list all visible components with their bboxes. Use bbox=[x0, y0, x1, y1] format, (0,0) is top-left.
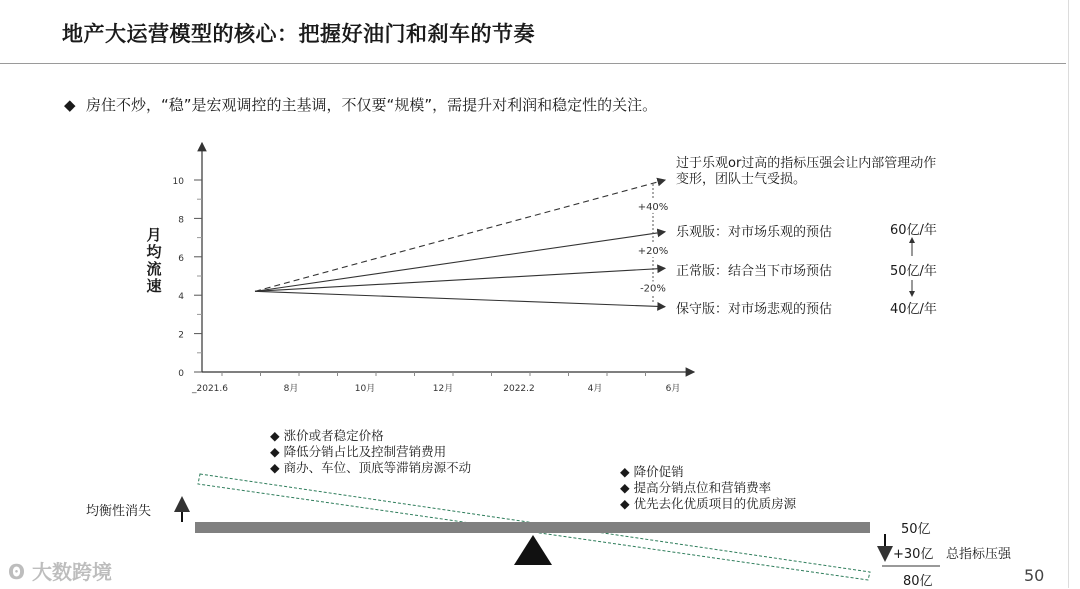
page-number: 50 bbox=[1024, 566, 1045, 585]
x-tick-label: 4月 bbox=[587, 384, 603, 394]
series-label-optimistic: 乐观版：对市场乐观的预估 bbox=[676, 225, 833, 240]
value-40: 40亿/年 bbox=[890, 302, 937, 317]
watermark: ʘ 大数跨境 bbox=[8, 560, 112, 584]
annotation-label: +40% bbox=[637, 201, 669, 213]
balanced-beam bbox=[195, 522, 870, 533]
series-label-normal: 正常版：结合当下市场预估 bbox=[676, 264, 833, 279]
y-axis-label: 月均流速 bbox=[146, 226, 162, 295]
list-item: ◆ 商办、车位、顶底等滞销房源不动 bbox=[270, 460, 472, 475]
x-tick-label: 2022.2 bbox=[503, 384, 535, 394]
diamond-bullet-icon: ◆ bbox=[64, 96, 76, 114]
total-pressure-label: 总指标压强 bbox=[946, 547, 1012, 562]
annotation-label: +20% bbox=[637, 246, 669, 258]
x-tick-label: 8月 bbox=[283, 384, 299, 394]
y-tick-label: 6 bbox=[178, 253, 184, 264]
value-60: 60亿/年 bbox=[890, 223, 937, 238]
y-tick-label: 4 bbox=[178, 292, 184, 303]
page-title: 地产大运营模型的核心：把握好油门和刹车的节奏 bbox=[62, 22, 535, 46]
y-tick-label: 8 bbox=[178, 215, 184, 226]
series-label-conservative: 保守版：对市场悲观的预估 bbox=[676, 302, 833, 317]
y-tick-label: 2 bbox=[178, 330, 184, 341]
list-item: ◆ 优先去化优质项目的优质房源 bbox=[620, 496, 797, 511]
x-tick-label: 6月 bbox=[665, 384, 681, 394]
y-tick-label: 10 bbox=[172, 177, 184, 187]
annotation-label: -20% bbox=[640, 283, 666, 295]
fulcrum-triangle bbox=[514, 535, 552, 565]
balance-lost-label: 均衡性消失 bbox=[86, 504, 152, 519]
x-tick-label: _2021.6 bbox=[192, 384, 228, 394]
target-50: 50亿 bbox=[901, 522, 931, 537]
list-item: ◆ 涨价或者稳定价格 bbox=[270, 428, 384, 443]
target-delta: +30亿 bbox=[893, 547, 934, 562]
list-item: ◆ 降价促销 bbox=[620, 464, 684, 479]
list-item: ◆ 提高分销点位和营销费率 bbox=[620, 480, 772, 495]
x-tick-label: 10月 bbox=[354, 384, 376, 394]
value-50: 50亿/年 bbox=[890, 264, 937, 279]
key-point-text: 房住不炒，“稳”是宏观调控的主基调，不仅要“规模”，需提升对利润和稳定性的关注。 bbox=[86, 96, 658, 114]
target-80: 80亿 bbox=[903, 574, 933, 589]
series-label-dashed: 过于乐观or过高的指标压强会让内部管理动作变形，团队士气受损。 bbox=[676, 156, 937, 187]
list-item: ◆ 降低分销占比及控制营销费用 bbox=[270, 444, 447, 459]
x-tick-label: 12月 bbox=[432, 384, 454, 394]
y-tick-label: 0 bbox=[178, 369, 184, 379]
